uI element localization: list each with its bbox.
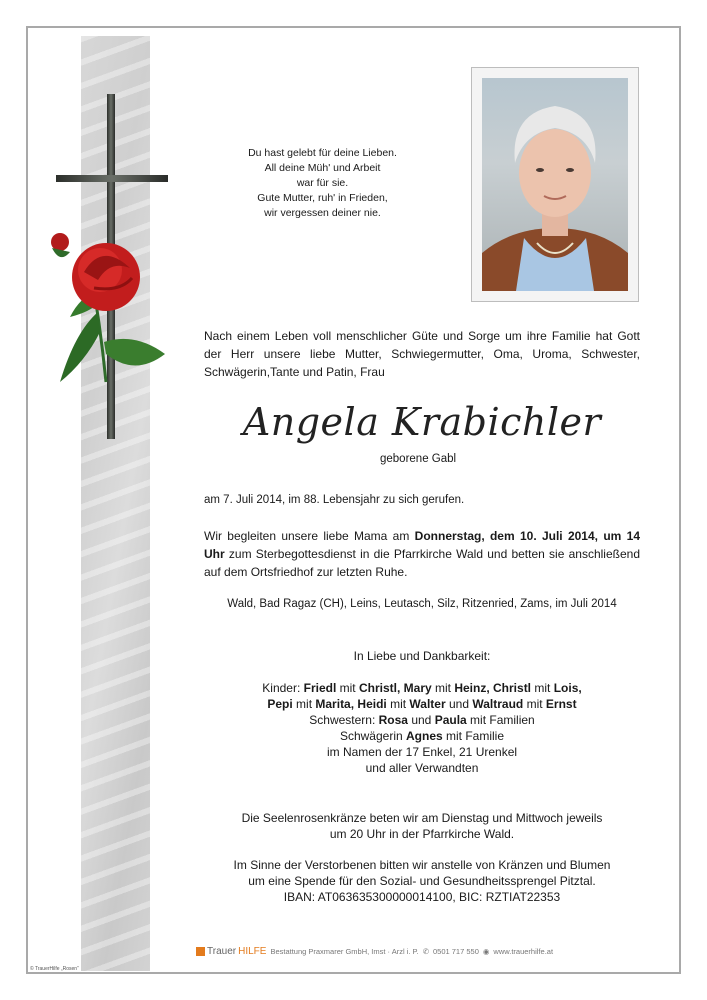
web-icon: ◉ [482,946,490,956]
phone-icon: ✆ [422,946,429,956]
poem [210,146,435,221]
children-line-1 [204,680,640,696]
name: Friedl [303,681,337,695]
grandchildren-line: im Namen der 17 Enkel, 21 Urenkel [326,745,518,759]
rosary-text [204,810,640,842]
footer [196,945,553,957]
connector: mit [386,697,410,711]
name: Ernst [545,697,577,711]
donation-line: Im Sinne der Verstorbenen bitten wir anstelle von Kränzen und Blumen [233,858,611,872]
trauerhilfe-logo [196,946,266,957]
connector: mit Familie [442,729,505,743]
rosary-line: Die Seelenrosenkränze beten wir am Dienstag und Mittwoch jeweils [241,811,603,825]
funeral-date: Donnerstag, dem 10. Juli 2014, [414,529,598,543]
name: Heinz, Christl [454,681,532,695]
portrait-photo [482,78,628,291]
cross-with-rose-image [40,92,180,442]
connector: mit [531,681,554,695]
mourners-list [204,680,640,776]
connector: mit [292,697,316,711]
connector: und [407,713,435,727]
mourners-heading: In Liebe und Dankbarkeit: [353,649,491,663]
death-date-text: am 7. Juli 2014, im 88. Lebensjahr zu sich gerufen. [204,494,465,506]
label: Kinder: [262,681,304,695]
poem-line: All deine Müh' und Arbeit [264,162,381,174]
name: Paula [434,713,467,727]
logo-text: Trauer [207,945,237,957]
maiden-name: geborene Gabl [380,453,457,465]
label: Schwägerin [339,729,406,743]
company-name: Bestattung Praxmarer GmbH, Imst · Arzl i. P. [270,946,419,956]
label: Schwestern: [309,713,379,727]
name: Lois, [553,681,582,695]
phone-number: 0501 717 550 [432,946,479,956]
logo-mark-icon [196,947,205,956]
connector: mit [431,681,455,695]
places-line: Wald, Bad Ragaz (CH), Leins, Leutasch, Silz, Ritzenried, Zams, im Juli 2014 [227,598,617,610]
funeral-time: um 14 Uhr [204,529,640,561]
poem-line: Gute Mutter, ruh' in Frieden, [257,192,388,204]
sisters-line [204,712,640,728]
name: Marita, Heidi [315,697,387,711]
relatives-line: und aller Verwandten [365,761,479,775]
children-line-2 [204,696,640,712]
connector: mit [523,697,546,711]
donation-line: um eine Spende für den Sozial- und Gesundheitssprengel Pitztal. [248,874,596,888]
intro-text: Nach einem Leben voll menschlicher Güte und Sorge um ihre Familie hat Gott der Herr unsere liebe Mutter, Schwiegermutter, Oma, Uroma, Schwester, Schwägerin,Tante und Patin, Frau [204,329,640,379]
funeral-post: zum Sterbegottesdienst in die Pfarrkirche Wald und betten sie anschließend auf dem Ortsfriedhof zur letzten Ruhe. [204,547,640,579]
deceased-name: Angela Krabichler [242,400,602,444]
rosary-line: um 20 Uhr in der Pfarrkirche Wald. [329,827,515,841]
funeral-text [204,527,640,581]
connector: mit Familien [466,713,535,727]
copyright: © TrauerHilfe „Rosen“ [30,966,79,972]
name: Pepi [267,697,293,711]
poem-line: war für sie. [296,177,349,189]
poem-line: Du hast gelebt für deine Lieben. [248,147,397,159]
name: Agnes [406,729,443,743]
portrait-frame [471,67,639,302]
donation-text [204,857,640,905]
name: Christl, Mary [358,681,432,695]
iban-line: IBAN: AT063635300000014100, BIC: RZTIAT22353 [283,890,561,904]
website-link[interactable]: www.trauerhilfe.at [493,946,554,956]
connector: mit [336,681,359,695]
name: Waltraud [472,697,524,711]
logo-text-accent: HILFE [238,945,267,957]
funeral-pre: Wir begleiten unsere liebe Mama am [204,529,415,543]
poem-line: wir vergessen deiner nie. [264,207,381,219]
sister-in-law-line [204,728,640,744]
portrait-illustration [482,78,628,291]
name: Rosa [378,713,408,727]
name: Walter [409,697,446,711]
connector: und [445,697,473,711]
